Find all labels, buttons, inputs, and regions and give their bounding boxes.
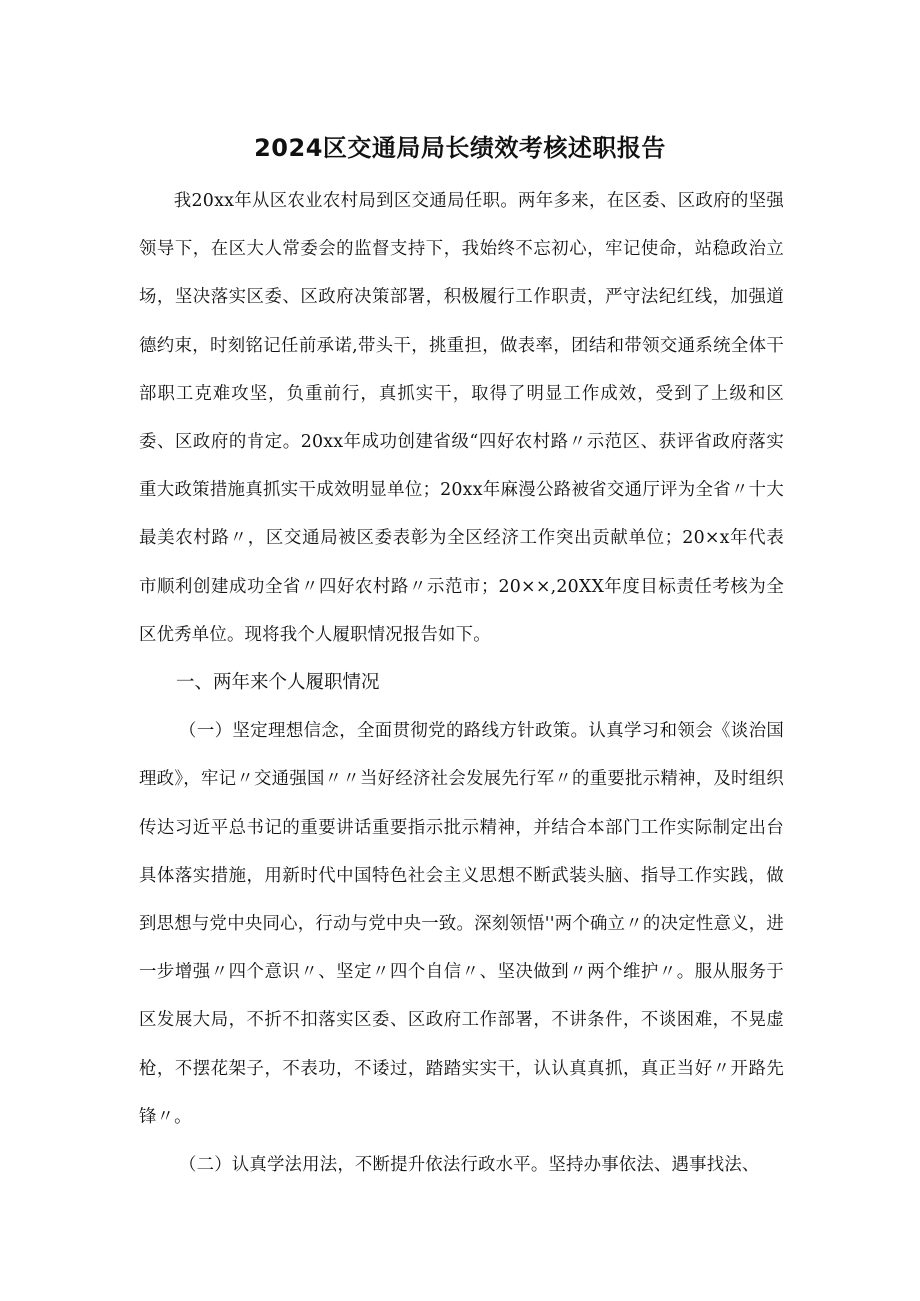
subsection-paragraph-1: （一）坚定理想信念，全面贯彻党的路线方针政策。认真学习和领会《谈治国理政》，牢记〃交通强国〃〃当好经济社会发展先行军〃的重要批示精神，及时组织传达习近平总书记的重要讲话重要指示批示精神，并结合本部门工作实际制定出台具体落实措施，用新时代中国特色社会主义思想不断武装头脑、指导工作实践，做到思想与党中央同心，行动与党中央一致。深刻领悟''两个确立〃的决定性意义，进一步增强〃四个意识〃、坚定〃四个自信〃、坚决做到〃两个维护〃。服从服务于区发展大局，不折不扣落实区委、区政府工作部署，不讲条件，不谈困难，不晃虚枪，不摆花架子，不表功，不诿过，踏踏实实干，认认真真抓，真正当好〃开路先锋〃。 bbox=[139, 721, 784, 1127]
document-title: 2024区交通局局长绩效考核述职报告 bbox=[254, 134, 666, 162]
section-heading: 一、两年来个人履职情况 bbox=[176, 672, 380, 694]
intro-paragraph: 我20xx年从区农业农村局到区交通局任职。两年多来，在区委、区政府的坚强领导下，在区大人常委会的监督支持下，我始终不忘初心，牢记使命，站稳政治立场，坚决落实区委、区政府决策部署，积极履行工作职责，严守法纪红线，加强道德约束，时刻铭记任前承诺,带头干，挑重担，做表率，团结和带领交通系统全体干部职工克难攻坚，负重前行，真抓实干，取得了明显工作成效，受到了上级和区委、区政府的肯定。20xx年成功创建省级“四好农村路〃示范区、获评省政府落实重大政策措施真抓实干成效明显单位；20xx年麻漫公路被省交通厅评为全省〃十大最美农村路〃，区交通局被区委表彰为全区经济工作突出贡献单位；20×x年代表市顺利创建成功全省〃四好农村路〃示范市；20××,20XX年度目标责任考核为全区优秀单位。现将我个人履职情况报告如下。 bbox=[139, 191, 784, 645]
subsection-paragraph-2: （二）认真学法用法，不断提升依法行政水平。坚持办事依法、遇事找法、 bbox=[179, 1155, 760, 1176]
document-body bbox=[139, 177, 784, 1189]
